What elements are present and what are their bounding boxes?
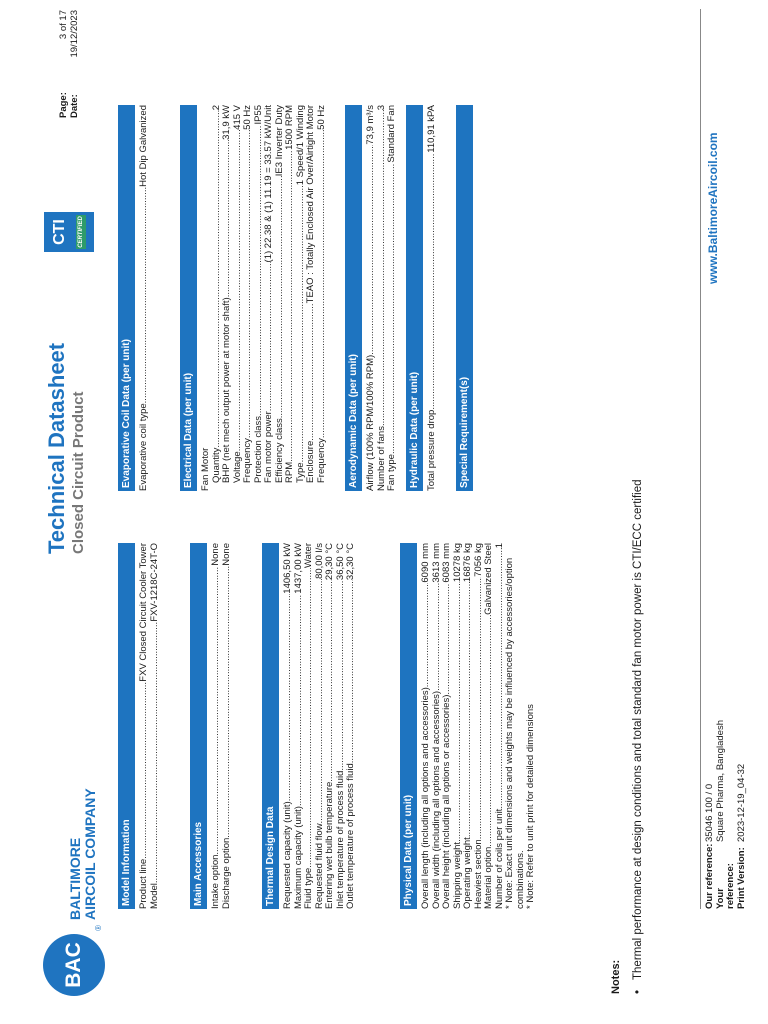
your-reference-value: Square Pharma, Bangladesh [714,720,726,842]
section-title: Main Accessories [190,543,207,909]
row-label: Airflow (100% RPM/100% RPM) [365,354,376,491]
row-label: Total pressure drop [426,409,437,491]
row-label: Quantity [210,447,222,483]
row-label: Entering wet bulb temperature [324,781,335,909]
row-operating-weight [463,543,474,909]
row-value: 1 [493,543,505,549]
row-label: Overall height (including all options or accessories) [441,694,452,909]
our-reference-label: Our reference: [704,843,715,909]
row-label: Requested fluid flow [313,823,325,909]
page-number: 3 of 17 [58,10,69,40]
row-evaporative-coil-type [139,105,150,491]
row-value: TEAO : Totally Enclosed Air Over/Airtight Motor [305,105,316,304]
print-version-label: Print Version: [735,847,747,909]
cti-certified-label: CERTIFIED [78,216,84,248]
row-label: Overall width (including all options and accessories) [430,690,442,909]
notes-item [632,480,644,995]
row-value: 3 [375,105,387,111]
row-value: 31,9 kW [221,105,232,140]
row-fluid-type [304,543,315,909]
row-number-of-fans [377,105,388,491]
row-value: IE3 Inverter Duty [273,105,285,177]
row-value: Water [303,543,314,568]
row-label: Requested capacity (unit) [282,801,293,909]
row-label: Frequency [315,438,327,483]
print-version-value: 2023-12-19_04-32 [735,763,747,842]
row-value: Standard Fan [386,105,397,163]
row-bhp [222,105,233,491]
row-value: 2 [210,105,222,111]
row-value: (1) 22.38 & (1) 11.19 = 33.57 kW/Unit [263,105,274,263]
row-value: FXV-1218C-24T-O [148,543,160,622]
row-label: Fan motor power [263,411,274,483]
website-link[interactable]: www.BaltimoreAircoil.com [706,132,720,284]
row-label: Fan type [386,454,397,491]
row-value: FXV Closed Circuit Cooler Tower [138,543,149,682]
aerodynamic-data-section [345,105,398,491]
row-value: 10278 kg [451,543,463,583]
row-label: Operating weight [462,837,473,909]
thermal-design-section [262,543,357,909]
row-overall-length [421,543,432,909]
physical-data-section [400,543,537,909]
date-value: 19/12/2023 [69,10,80,58]
row-model [150,543,161,909]
notes-title: Notes: [610,959,622,994]
registered-mark: ® [94,925,103,931]
row-label: BHP (net mech output power at motor shaft) [221,297,232,483]
hydraulic-data-section [406,105,438,491]
row-value: 29,30 °C [324,543,335,581]
evaporative-coil-section [118,105,150,491]
row-frequency [243,105,254,491]
row-value: 1 Speed/1 Winding [294,105,306,186]
notes-item-text: Thermal performance at design conditions and total standard fan motor power is CTI/ECC certified [632,479,644,980]
row-frequency-2 [317,105,328,491]
main-accessories-section [190,543,232,909]
company-name-line2: AIRCOIL COMPANY [82,788,98,920]
section-title: Aerodynamic Data (per unit) [345,105,362,491]
row-label: Model [148,883,160,909]
section-title: Electrical Data (per unit) [180,105,197,491]
row-value: 36,50 °C [334,543,346,581]
row-label: Evaporative coil type [138,403,149,491]
section-title: Model Information [118,543,135,909]
row-label: Number of coils per unit [493,808,505,909]
cti-certified-logo [44,212,94,252]
row-value: 3613 mm [430,543,442,583]
row-value: 73,9 m³/s [365,105,376,145]
row-label: Shipping weight [451,841,463,909]
row-value: 50 Hz [315,105,327,130]
row-fan-motor-power [264,105,275,491]
footer-references [705,720,747,909]
bullet-icon: • [632,989,644,994]
row-material-option [484,543,495,909]
row-maximum-capacity [294,543,305,909]
row-label: Material option [483,846,494,909]
section-title: Thermal Design Data [262,543,279,909]
row-discharge-option [222,543,233,909]
company-name [68,788,98,920]
row-value: 1500 RPM [284,105,295,150]
row-label: RPM [284,461,295,483]
row-label: Efficiency class [273,418,285,483]
row-value: Hot Dip Galvanized [138,105,149,187]
row-label: Enclosure [305,440,316,483]
row-label: Maximum capacity (unit) [292,806,304,909]
row-label: Discharge option [220,837,232,909]
row-value: 6083 mm [441,543,452,583]
section-title: Physical Data (per unit) [400,543,417,909]
row-label: Outlet temperature of process fluid [345,763,356,909]
company-name-line1: BALTIMORE [67,837,83,920]
physical-note-unit-print: * Note: Refer to unit print for detailed dimensions [525,704,536,909]
section-title: Hydraulic Data (per unit) [406,105,423,491]
physical-note-dimensions: * Note: Exact unit dimensions and weights may be influenced by accessories/option combinations. [504,557,526,909]
section-title: Special Requirement(s) [456,105,473,491]
row-intake-option [211,543,222,909]
row-fan-type [387,105,398,491]
row-product-line [139,543,150,909]
your-reference-label: Your reference: [714,863,736,909]
electrical-data-section [180,105,327,491]
footer-divider [700,9,701,909]
special-requirements-section [456,105,473,491]
row-value: None [220,543,232,566]
row-label: Protection class [252,415,264,483]
row-value: 1437,00 kW [292,543,304,594]
row-value: None [210,543,221,566]
row-label: Fluid type [303,867,314,909]
row-value: 6090 mm [420,543,431,583]
section-title: Evaporative Coil Data (per unit) [118,105,135,491]
row-label: Voltage [231,451,243,483]
row-value: 50 Hz [242,105,253,130]
row-value: 16876 kg [462,543,473,583]
our-reference-value: 35046 100 / 0 [704,783,715,842]
fan-motor-group-label: Fan Motor [200,447,211,491]
row-airflow [366,105,377,491]
row-value: 415 V [231,105,243,130]
page-label: Page: [58,92,69,118]
row-label: Number of fans [375,426,387,491]
row-value: IP55 [252,105,264,125]
cti-logo-text: CTI [51,219,68,245]
row-outlet-temperature [346,543,357,909]
row-rpm [285,105,296,491]
page-title: Technical Datasheet [44,342,69,554]
logo-text: BAC [62,942,85,988]
row-value: Galvanized Steel [483,543,494,615]
row-label: Heaviest section [472,839,484,909]
row-total-pressure-drop [427,105,438,491]
row-label: Type [294,462,306,483]
row-voltage [233,105,244,491]
row-label: Intake option [210,854,221,909]
model-information-section [118,543,160,909]
bac-logo [43,925,105,996]
date-label: Date: [69,94,80,118]
row-value: 1406,50 kW [282,543,293,594]
row-enclosure [306,105,317,491]
page-subtitle: Closed Circuit Product [70,391,87,554]
row-overall-height [442,543,453,909]
row-requested-capacity [283,543,294,909]
row-wet-bulb [325,543,336,909]
row-label: Inlet temperature of process fluid [334,770,346,909]
row-efficiency-class [275,105,286,491]
row-label: Product line [138,858,149,909]
row-value: 7056 kg [472,543,484,577]
row-value: 80,00 l/s [313,543,325,579]
row-value: 110,91 kPA [426,105,437,153]
row-label: Overall length (including all options and accessories) [420,687,431,909]
row-label: Frequency [242,438,253,483]
row-value: 32,30 °C [345,543,356,581]
